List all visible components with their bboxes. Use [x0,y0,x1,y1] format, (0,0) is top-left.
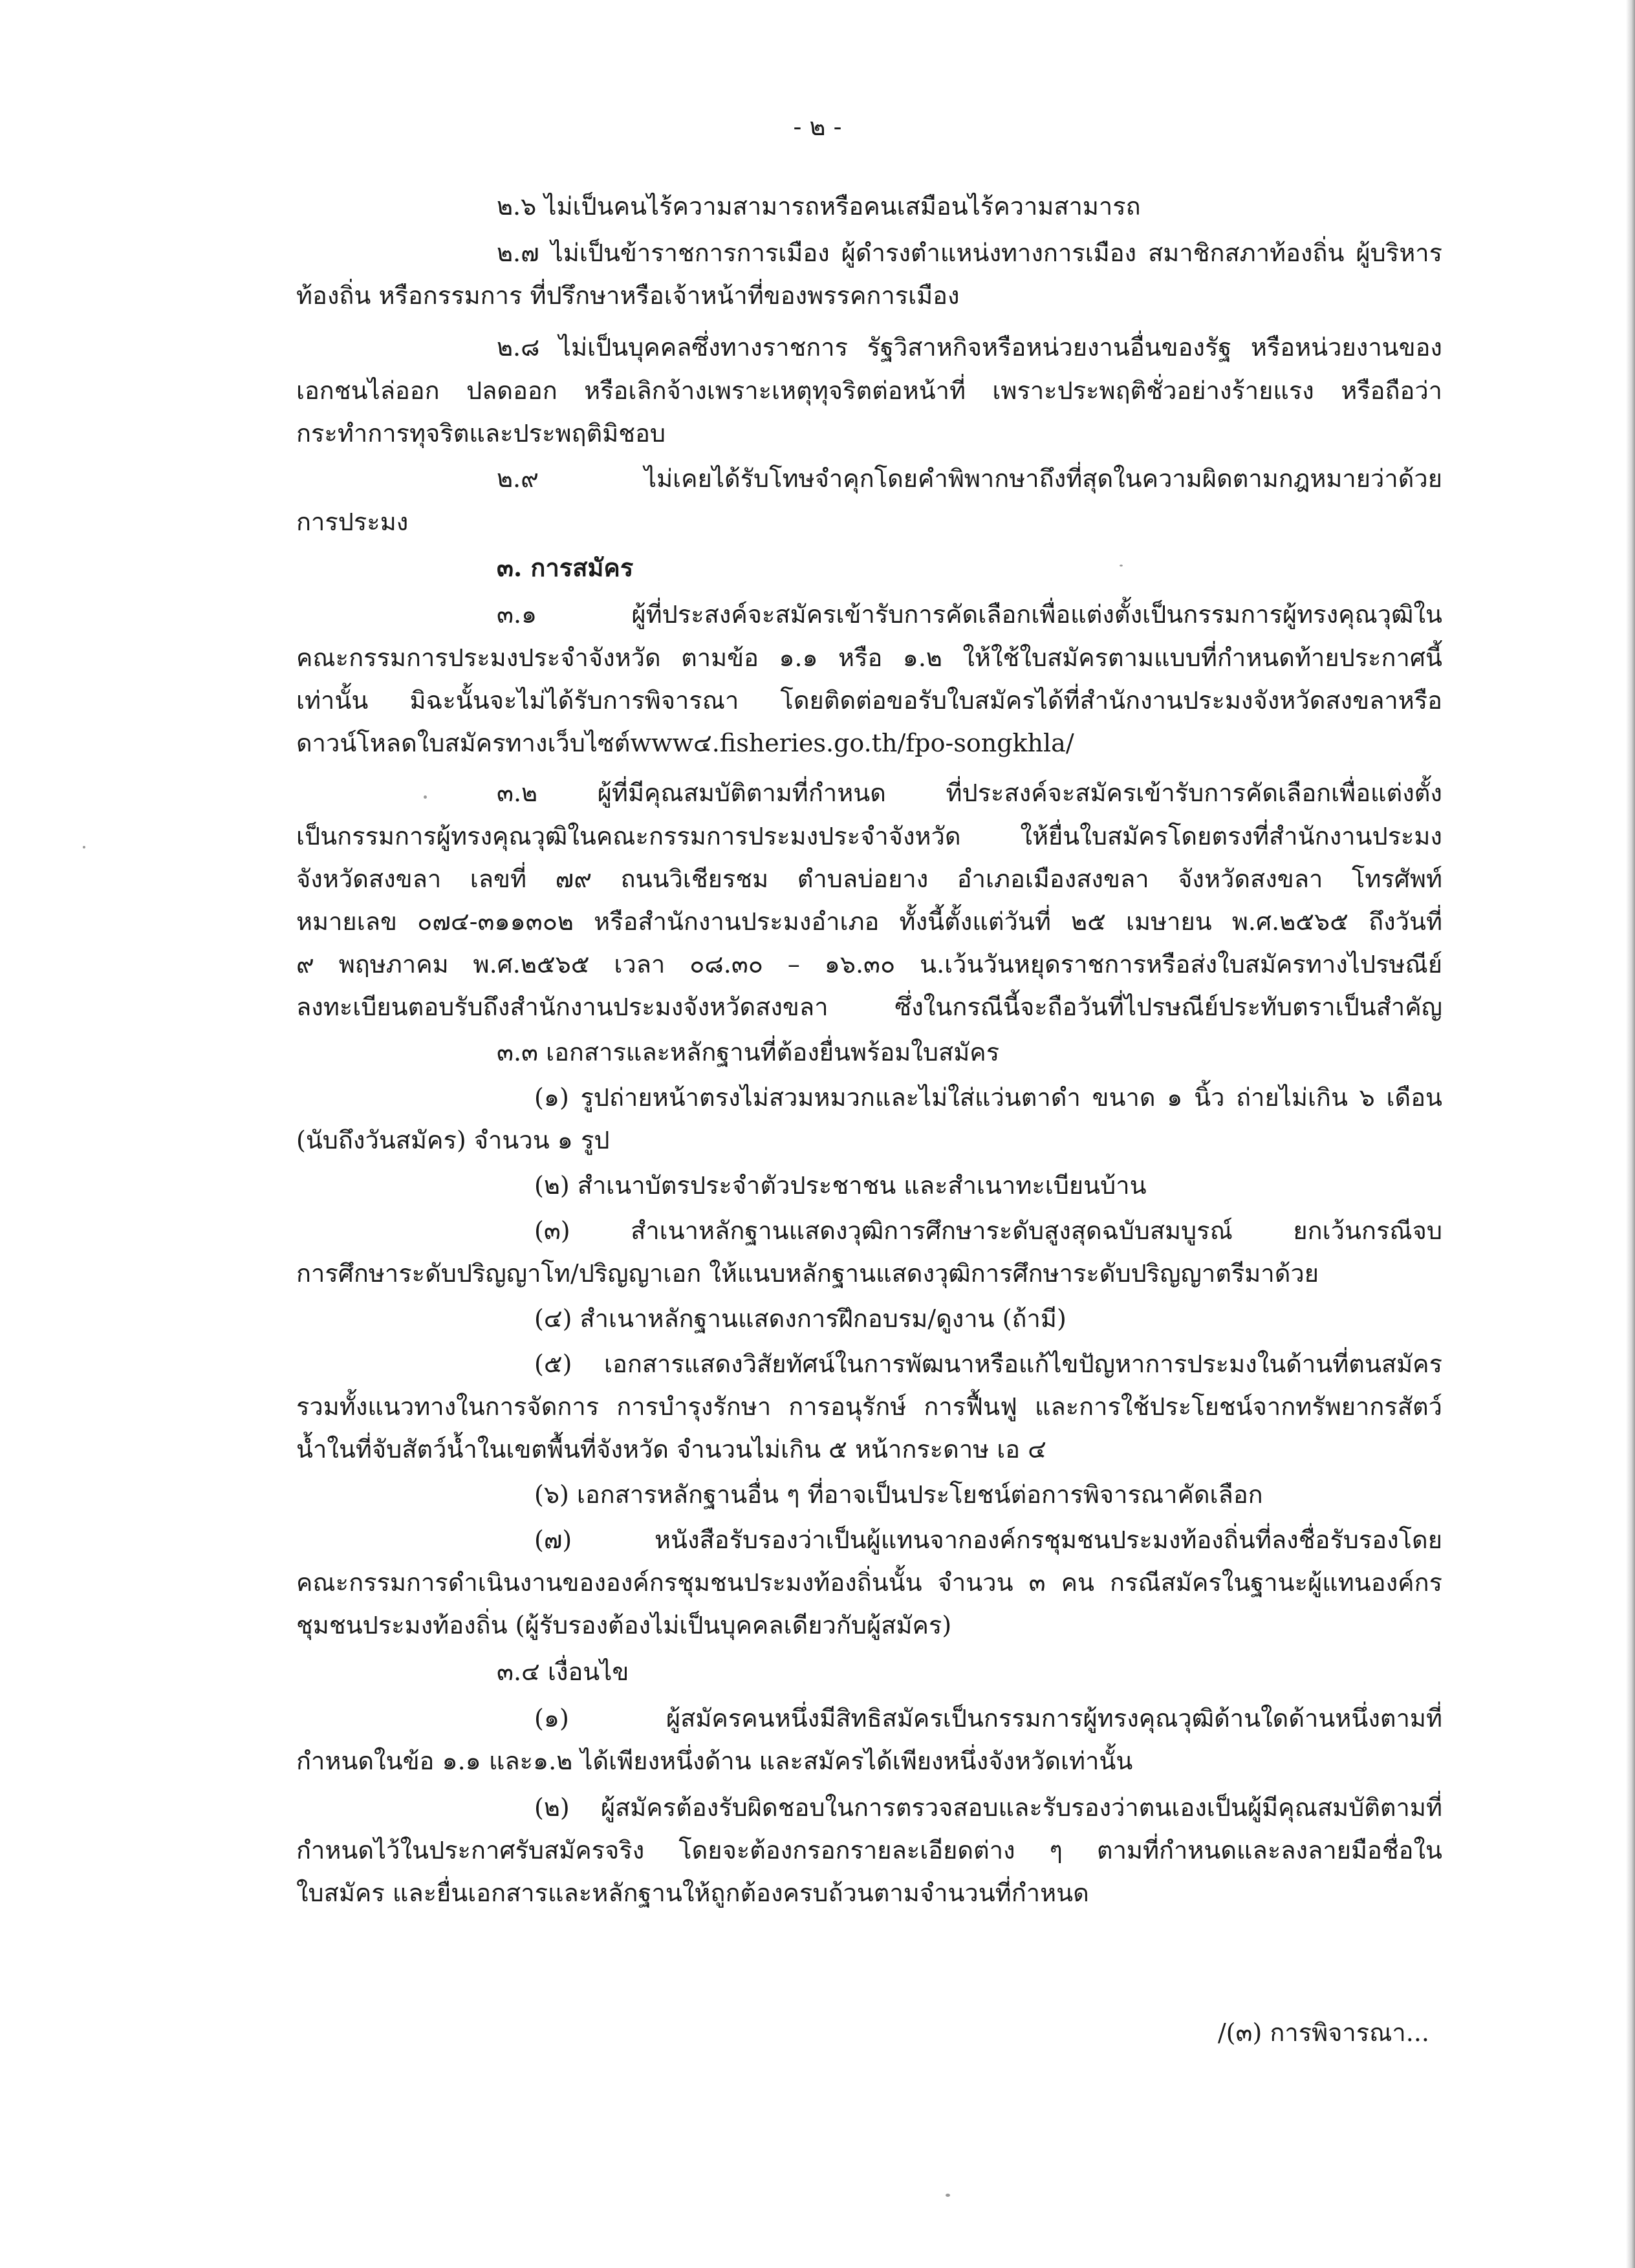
clause-2-9-line-2: การประมง [296,508,409,536]
item-3-3-3-line-1: (๓) สำเนาหลักฐานแสดงวุฒิการศึกษาระดับสูงสุดฉบับสมบูรณ์ ยกเว้นกรณีจบ [534,1216,1442,1245]
page-number: - ๒ - [793,113,842,141]
item-3-3-6: (๖) เอกสารหลักฐานอื่น ๆ ที่อาจเป็นประโยชน์ต่อการพิจารณาคัดเลือก [534,1480,1263,1509]
clause-3-2-line-4: หมายเลข ๐๗๔-๓๑๑๓๐๒ หรือสำนักงานประมงอำเภอ ทั้งนี้ตั้งแต่วันที่ ๒๕ เมษายน พ.ศ.๒๕๖๕ ถึงวันที่ [296,907,1442,936]
item-3-3-4: (๔) สำเนาหลักฐานแสดงการฝึกอบรม/ดูงาน (ถ้ามี) [534,1304,1067,1333]
item-3-3-5-line-3: น้ำในที่จับสัตว์น้ำในเขตพื้นที่จังหวัด จำนวนไม่เกิน ๕ หน้ากระดาษ เอ ๔ [296,1435,1046,1463]
continuation-marker: /(๓) การพิจารณา... [1217,2018,1429,2047]
item-3-3-7-line-3: ชุมชนประมงท้องถิ่น (ผู้รับรองต้องไม่เป็นบุคคลเดียวกับผู้สมัคร) [296,1611,952,1639]
scan-speck [83,846,85,848]
item-3-4-2-line-3: ใบสมัคร และยื่นเอกสารและหลักฐานให้ถูกต้องครบถ้วนตามจำนวนที่กำหนด [296,1879,1089,1907]
clause-3-1-line-4: ดาวน์โหลดใบสมัครทางเว็บไซต์www๔.fisheries.go.th/fpo-songkhla/ [296,729,1074,757]
clause-2-7-line-1: ๒.๗ ไม่เป็นข้าราชการการเมือง ผู้ดำรงตำแหน่งทางการเมือง สมาชิกสภาท้องถิ่น ผู้บริหาร [497,239,1442,267]
item-3-4-1-line-2: กำหนดในข้อ ๑.๑ และ๑.๒ ได้เพียงหนึ่งด้าน และสมัครได้เพียงหนึ่งจังหวัดเท่านั้น [296,1747,1133,1775]
clause-2-6: ๒.๖ ไม่เป็นคนไร้ความสามารถหรือคนเสมือนไร้ความสามารถ [497,192,1141,221]
item-3-3-1-line-1: (๑) รูปถ่ายหน้าตรงไม่สวมหมวกและไม่ใส่แว่นตาดำ ขนาด ๑ นิ้ว ถ่ายไม่เกิน ๖ เดือน [534,1083,1442,1112]
clause-3-1-line-2: คณะกรรมการประมงประจำจังหวัด ตามข้อ ๑.๑ หรือ ๑.๒ ให้ใช้ใบสมัครตามแบบที่กำหนดท้ายประกาศนี้ [296,643,1442,672]
item-3-3-5-line-2: รวมทั้งแนวทางในการจัดการ การบำรุงรักษา การอนุรักษ์ การฟื้นฟู และการใช้ประโยชน์จากทรัพยากรสัตว์ [296,1392,1442,1421]
item-3-3-7-line-2: คณะกรรมการดำเนินงานขององค์กรชุมชนประมงท้องถิ่นนั้น จำนวน ๓ คน กรณีสมัครในฐานะผู้แทนองค์กร [296,1568,1442,1597]
clause-3-2-line-1: ๓.๒ ผู้ที่มีคุณสมบัติตามที่กำหนด ที่ประสงค์จะสมัครเข้ารับการคัดเลือกเพื่อแต่งตั้ง [497,779,1442,807]
clause-2-8-line-3: กระทำการทุจริตและประพฤติมิชอบ [296,419,666,448]
clause-2-7-line-2: ท้องถิ่น หรือกรรมการ ที่ปรึกษาหรือเจ้าหน้าที่ของพรรคการเมือง [296,281,960,310]
clause-3-1-line-1: ๓.๑ ผู้ที่ประสงค์จะสมัครเข้ารับการคัดเลือกเพื่อแต่งตั้งเป็นกรรมการผู้ทรงคุณวุฒิใน [497,600,1442,629]
section-3-heading: ๓. การสมัคร [497,553,634,582]
clause-3-2-line-3: จังหวัดสงขลา เลขที่ ๗๙ ถนนวิเชียรชม ตำบลบ่อยาง อำเภอเมืองสงขลา จังหวัดสงขลา โทรศัพท์ [296,865,1442,893]
item-3-4-2-line-2: กำหนดไว้ในประกาศรับสมัครจริง โดยจะต้องกรอกรายละเอียดต่าง ๆ ตามที่กำหนดและลงลายมือชื่อใน [296,1836,1442,1864]
scan-speck [424,795,427,799]
item-3-3-7-line-1: (๗) หนังสือรับรองว่าเป็นผู้แทนจากองค์กรชุมชนประมงท้องถิ่นที่ลงชื่อรับรองโดย [534,1526,1442,1554]
clause-3-1-line-3: เท่านั้น มิฉะนั้นจะไม่ได้รับการพิจารณา โดยติดต่อขอรับใบสมัครได้ที่สำนักงานประมงจังหวัดสงขลาหรือ [296,686,1442,715]
clause-2-9-line-1: ๒.๙ ไม่เคยได้รับโทษจำคุกโดยคำพิพากษาถึงที่สุดในความผิดตามกฎหมายว่าด้วย [497,464,1442,493]
scan-edge-shadow [1626,0,1635,2268]
clause-2-8-line-1: ๒.๘ ไม่เป็นบุคคลซึ่งทางราชการ รัฐวิสาหกิจหรือหน่วยงานอื่นของรัฐ หรือหน่วยงานของ [497,333,1442,362]
clause-3-2-line-6: ลงทะเบียนตอบรับถึงสำนักงานประมงจังหวัดสงขลา ซึ่งในกรณีนี้จะถือวันที่ไปรษณีย์ประทับตราเป็นสำคัญ [296,993,1442,1021]
item-3-3-1-line-2: (นับถึงวันสมัคร) จำนวน ๑ รูป [296,1126,610,1154]
item-3-4-1-line-1: (๑) ผู้สมัครคนหนึ่งมีสิทธิสมัครเป็นกรรมการผู้ทรงคุณวุฒิด้านใดด้านหนึ่งตามที่ [534,1704,1442,1733]
clause-3-3-heading: ๓.๓ เอกสารและหลักฐานที่ต้องยื่นพร้อมใบสมัคร [497,1038,1000,1066]
item-3-4-2-line-1: (๒) ผู้สมัครต้องรับผิดชอบในการตรวจสอบและรับรองว่าตนเองเป็นผู้มีคุณสมบัติตามที่ [534,1793,1442,1822]
scan-speck [1120,565,1123,567]
clause-3-2-line-5: ๙ พฤษภาคม พ.ศ.๒๕๖๕ เวลา ๐๘.๓๐ – ๑๖.๓๐ น.เว้นวันหยุดราชการหรือส่งใบสมัครทางไปรษณีย์ [296,950,1442,978]
item-3-3-2: (๒) สำเนาบัตรประจำตัวประชาชน และสำเนาทะเบียนบ้าน [534,1171,1147,1200]
item-3-3-3-line-2: การศึกษาระดับปริญญาโท/ปริญญาเอก ให้แนบหลักฐานแสดงวุฒิการศึกษาระดับปริญญาตรีมาด้วย [296,1259,1319,1288]
clause-3-4-heading: ๓.๔ เงื่อนไข [497,1658,629,1686]
clause-2-8-line-2: เอกชนไล่ออก ปลดออก หรือเลิกจ้างเพราะเหตุทุจริตต่อหน้าที่ เพราะประพฤติชั่วอย่างร้ายแรง หรือถือว่า [296,376,1442,405]
item-3-3-5-line-1: (๕) เอกสารแสดงวิสัยทัศน์ในการพัฒนาหรือแก้ไขปัญหาการประมงในด้านที่ตนสมัคร [534,1350,1442,1378]
clause-3-2-line-2: เป็นกรรมการผู้ทรงคุณวุฒิในคณะกรรมการประมงประจำจังหวัด ให้ยื่นใบสมัครโดยตรงที่สำนักงานประมง [296,822,1442,850]
scan-speck [946,2194,950,2197]
